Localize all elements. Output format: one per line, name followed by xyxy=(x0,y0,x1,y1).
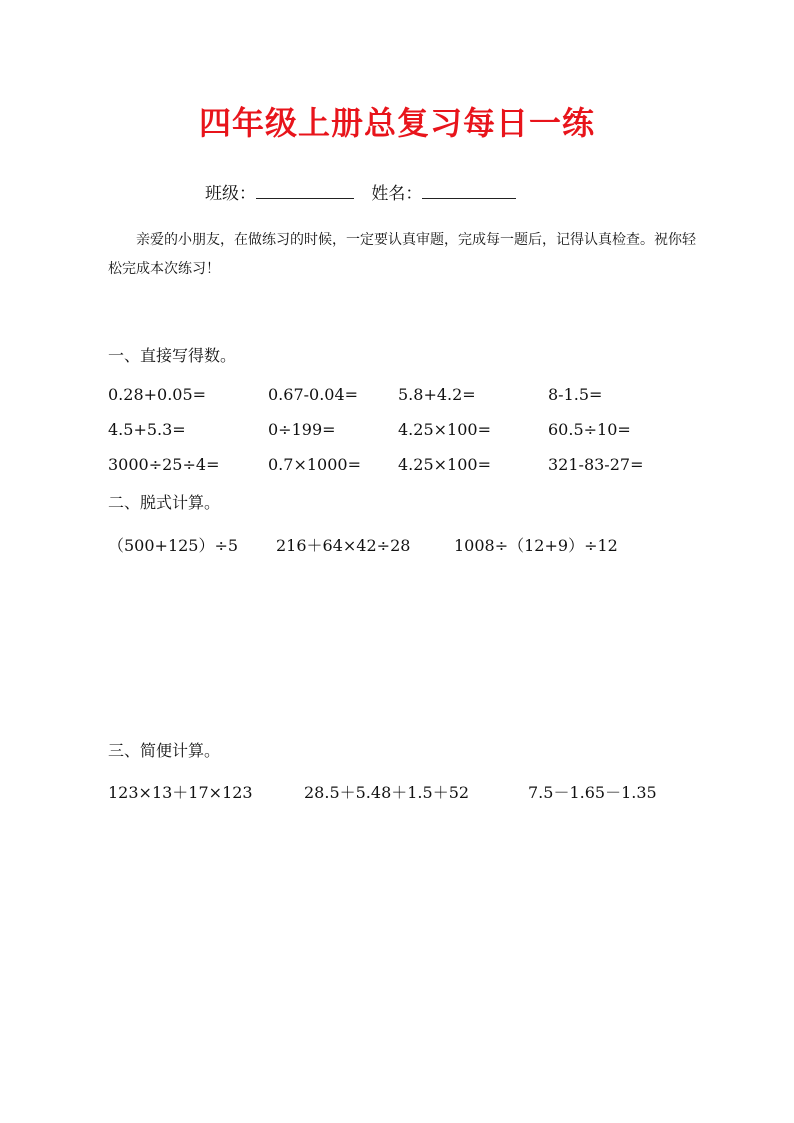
s1-problem-2: 0.67-0.04= xyxy=(268,385,359,404)
s1-problem-8: 60.5÷10= xyxy=(548,420,631,439)
student-info-line xyxy=(205,179,516,204)
s2-problem-1: （500+125）÷5 xyxy=(108,536,239,555)
s2-problem-3: 1008÷（12+9）÷12 xyxy=(454,536,618,555)
section-3-heading: 三、简便计算。 xyxy=(108,741,221,760)
s1-problem-5: 4.5+5.3= xyxy=(108,420,186,439)
s1-problem-12: 321-83-27= xyxy=(548,455,644,474)
s1-problem-3: 5.8+4.2= xyxy=(398,385,476,404)
s3-problem-1: 123×13＋17×123 xyxy=(108,783,253,802)
section-1-heading: 一、直接写得数。 xyxy=(108,346,237,365)
s3-problem-3: 7.5－1.65－1.35 xyxy=(528,783,657,802)
s1-problem-4: 8-1.5= xyxy=(548,385,603,404)
s2-problem-2: 216＋64×42÷28 xyxy=(276,536,411,555)
s1-problem-7: 4.25×100= xyxy=(398,420,491,439)
s1-problem-1: 0.28+0.05= xyxy=(108,385,207,404)
s1-problem-10: 0.7×1000= xyxy=(268,455,361,474)
class-blank xyxy=(256,184,354,199)
name-blank xyxy=(422,184,516,199)
intro-paragraph: 亲爱的小朋友，在做练习的时候，一定要认真审题，完成每一题后，记得认真检查。祝你轻松完成本次练习！ xyxy=(108,232,696,277)
class-label: 班级： xyxy=(205,184,256,204)
s3-problem-2: 28.5＋5.48＋1.5＋52 xyxy=(304,783,470,802)
section-2-heading: 二、脱式计算。 xyxy=(108,493,221,512)
worksheet-title: 四年级上册总复习每日一练 xyxy=(198,104,595,142)
s1-problem-9: 3000÷25÷4= xyxy=(108,455,220,474)
s1-problem-6: 0÷199= xyxy=(268,420,336,439)
s1-problem-11: 4.25×100= xyxy=(398,455,491,474)
name-label: 姓名： xyxy=(371,184,423,204)
